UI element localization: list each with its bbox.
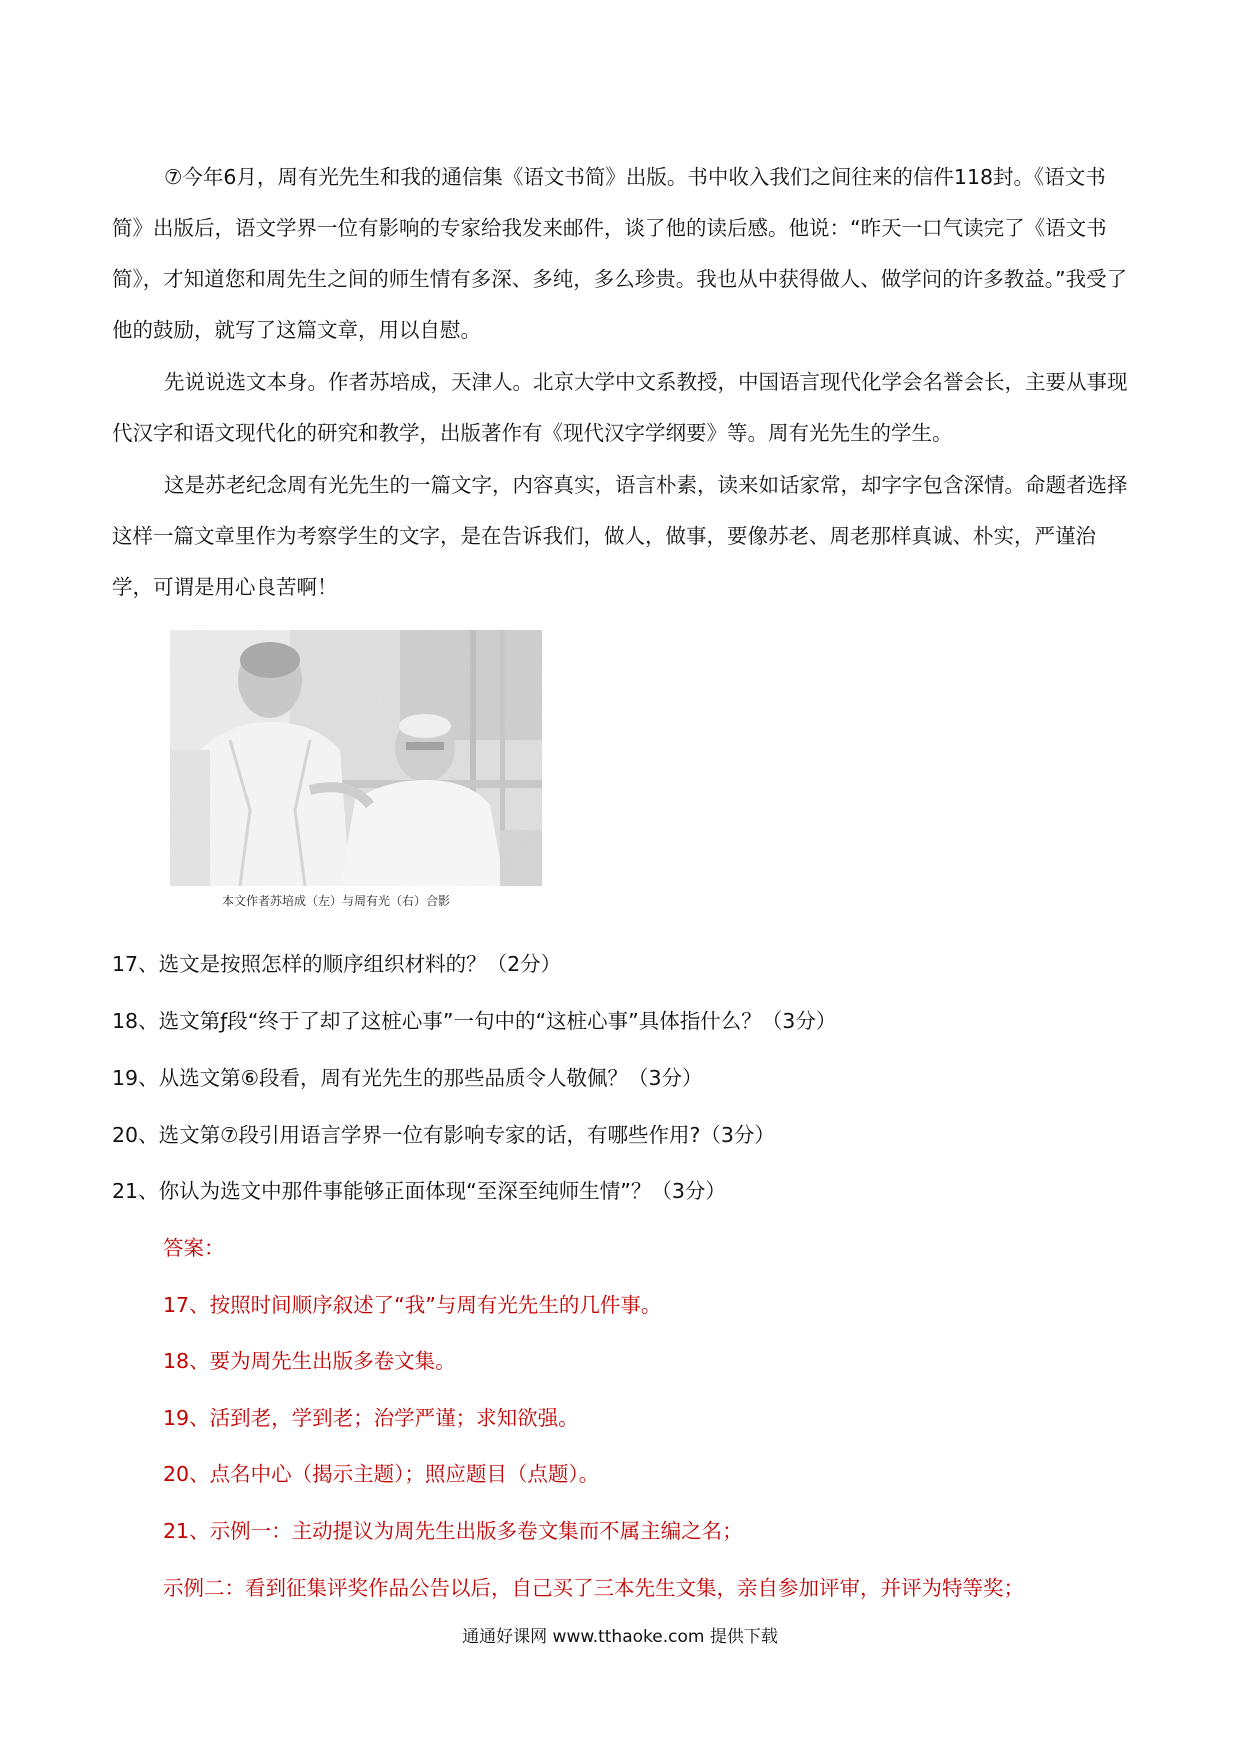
question-17: 17、选文是按照怎样的顺序组织材料的？（2分） [112,952,562,976]
paragraph-author-intro: 先说说选文本身。作者苏培成，天津人。北京大学中文系教授，中国语言现代化学会名誉会长，主要从事现代汉字和语文现代化的研究和教学，出版著作有《现代汉字学纲要》等。周有光先生的学生。 [112,370,1128,445]
question-18: 18、选文第ƒ段“终于了却了这桩心事”一句中的“这桩心事”具体指什么？（3分） [112,1009,837,1033]
question-21: 21、你认为选文中那件事能够正面体现“至深至纯师生情”？（3分） [112,1179,726,1203]
question-19: 19、从选文第⑥段看，周有光先生的那些品质令人敬佩？（3分） [112,1066,703,1090]
answer-20: 20、点名中心（揭示主题）；照应题目（点题）。 [163,1462,600,1486]
answer-18: 18、要为周先生出版多卷文集。 [163,1349,456,1373]
answer-19: 19、活到老，学到老；治学严谨；求知欲强。 [163,1406,579,1430]
answer-17: 17、按照时间顺序叙述了“我”与周有光先生的几件事。 [163,1293,662,1317]
photo-figure [170,630,542,920]
photo-caption: 本文作者苏培成（左）与周有光（右）合影 [222,894,451,908]
question-20: 20、选文第⑦段引用语言学界一位有影响专家的话，有哪些作用?（3分） [112,1123,775,1147]
page-footer: 通通好课网 www.tthaoke.com 提供下载 [462,1627,778,1647]
portrait-photo [170,630,542,886]
answer-21-example-2: 示例二：看到征集评奖作品公告以后，自己买了三本先生文集，亲自参加评审，并评为特等奖； [163,1576,1024,1600]
answer-21-example-1: 21、示例一：主动提议为周先生出版多卷文集而不属主编之名； [163,1519,743,1543]
answers-heading: 答案： [163,1236,225,1260]
paragraph-7: ⑦今年6月，周有光先生和我的通信集《语文书简》出版。书中收入我们之间往来的信件118封。《语文书简》出版后，语文学界一位有影响的专家给我发来邮件，谈了他的读后感。他说：“昨天一口气读完了《语文书简》，才知道您和周先生之间的师生情有多深、多纯，多么珍贵。我也从中获得做人、做学问的许多教益。”我受了他的鼓励，就写了这篇文章，用以自慰。 [112,165,1128,342]
paragraph-commentary: 这是苏老纪念周有光先生的一篇文字，内容真实，语言朴素，读来如话家常，却字字包含深情。命题者选择这样一篇文章里作为考察学生的文字，是在告诉我们，做人，做事，要像苏老、周老那样真诚、朴实，严谨治学，可谓是用心良苦啊！ [112,473,1128,599]
